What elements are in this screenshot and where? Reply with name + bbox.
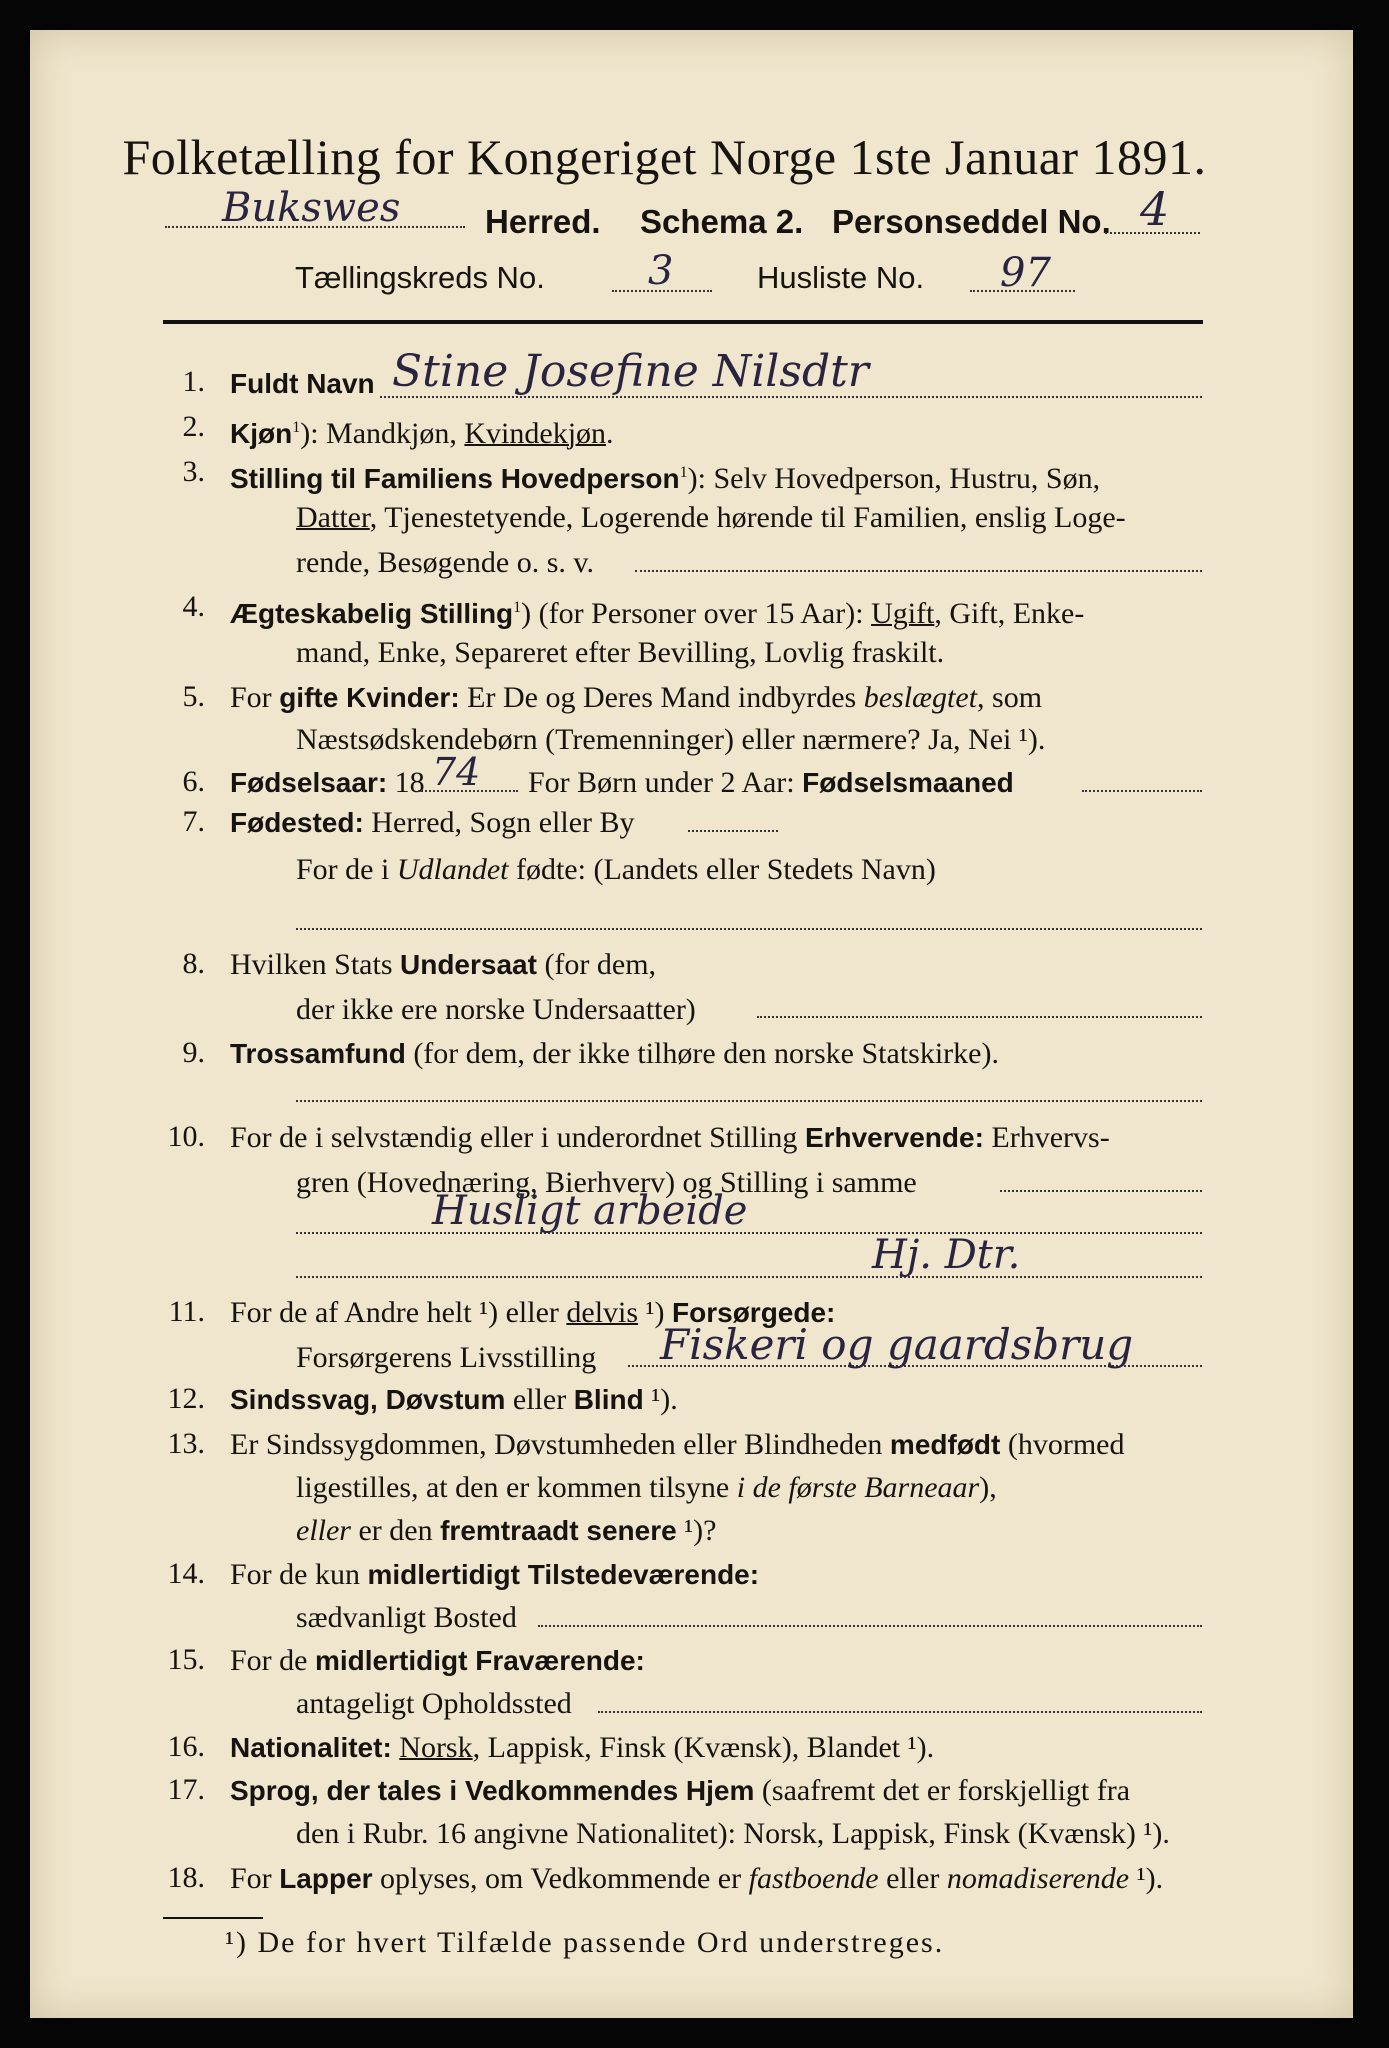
row2-text-c: . xyxy=(606,417,614,450)
row4-label: Ægteskabelig Stilling xyxy=(230,598,514,629)
row6-year-value: 74 xyxy=(432,750,481,794)
row18-number: 18. xyxy=(167,1861,205,1894)
row4-number: 4. xyxy=(182,590,205,623)
row7-dotline xyxy=(688,830,778,832)
row12-number: 12. xyxy=(167,1382,205,1415)
row2-text xyxy=(230,410,614,452)
row6-line1b: For Børn under 2 Aar: Fødselsmaaned xyxy=(528,766,1014,799)
schema-label: Schema 2. xyxy=(640,203,804,240)
row13-label: medfødt xyxy=(889,1429,1001,1460)
row15-dotline xyxy=(598,1711,1202,1713)
husliste-label: Husliste No. xyxy=(757,260,925,295)
row6-year-prefix: 18 xyxy=(394,766,425,799)
row10-dotline1 xyxy=(1000,1190,1202,1192)
row8-label: Undersaat xyxy=(400,949,537,980)
row15-line1: For de midlertidigt Fraværende: xyxy=(230,1644,645,1677)
row17-label: Sprog, der tales i Vedkommendes Hjem xyxy=(230,1775,755,1806)
row5-line2: Næstsødskendebørn (Tremenninger) eller nærmere? Ja, Nei ¹). xyxy=(296,723,1046,756)
row11-number: 11. xyxy=(168,1295,205,1328)
row3-number: 3. xyxy=(182,455,205,488)
row3-dotline xyxy=(635,570,1202,572)
form-title: Folketælling for Kongeriget Norge 1ste Januar 1891. xyxy=(122,129,1207,185)
row1-name-value: Stine Josefine Nilsdtr xyxy=(392,346,869,397)
row5-label: gifte Kvinder: xyxy=(279,682,460,713)
row13-line2: ligestilles, at den er kommen tilsyne i de første Barneaar), xyxy=(296,1471,997,1504)
row12-label2: Blind xyxy=(573,1384,644,1415)
row10-dotline3 xyxy=(296,1276,1202,1278)
row2-kvindekjon: Kvindekjøn xyxy=(464,417,607,450)
row3-datter: Datter xyxy=(296,501,370,534)
row2-number: 2. xyxy=(182,410,205,443)
row10-position-value: Hj. Dtr. xyxy=(872,1232,1021,1278)
row6-label2: Fødselsmaaned xyxy=(802,767,1014,798)
footnote: ¹) De for hvert Tilfælde passende Ord understreges. xyxy=(225,1926,945,1959)
row2-label: Kjøn xyxy=(230,418,293,449)
personseddel-label: Personseddel No. xyxy=(832,203,1111,240)
row12-line1: Sindssvag, Døvstum eller Blind ¹). xyxy=(230,1383,678,1416)
row12-label: Sindssvag, Døvstum xyxy=(230,1384,506,1415)
footnote-rule xyxy=(163,1917,263,1919)
row5-line1: For gifte Kvinder: Er De og Deres Mand indbyrdes beslægtet, som xyxy=(230,681,1043,714)
row17-number: 17. xyxy=(167,1773,205,1806)
row14-line2: sædvanligt Bosted xyxy=(296,1601,517,1634)
row3-line2-text: , Tjenestetyende, Logerende hørende til Familien, enslig Loge- xyxy=(369,501,1126,534)
row6-number: 6. xyxy=(182,765,205,798)
header-rule xyxy=(163,320,1203,324)
row11-provider-value: Fiskeri og gaardsbrug xyxy=(660,1320,1134,1369)
row16-norsk: Norsk xyxy=(399,1731,473,1764)
row15-label: midlertidigt Fraværende: xyxy=(315,1645,645,1676)
row5-number: 5. xyxy=(182,680,205,713)
row9-line1: Trossamfund (for dem, der ikke tilhøre den norske Statskirke). xyxy=(230,1037,999,1070)
herred-label: Herred. xyxy=(485,203,601,240)
row18-label: Lapper xyxy=(279,1863,373,1894)
row9-label: Trossamfund xyxy=(230,1038,406,1069)
personseddel-number: 4 xyxy=(1140,182,1170,236)
row1-label: Fuldt Navn xyxy=(230,368,375,399)
row14-dotline xyxy=(538,1625,1202,1627)
herred-handwritten: Bukswes xyxy=(222,185,401,231)
row11-delvis: delvis xyxy=(566,1296,639,1329)
row13-line3: eller er den fremtraadt senere ¹)? xyxy=(296,1514,717,1547)
row6-line1 xyxy=(230,765,425,801)
row13-label2: fremtraadt senere xyxy=(440,1515,677,1546)
row16-line1: Nationalitet: Norsk, Lappisk, Finsk (Kvænsk), Blandet ¹). xyxy=(230,1731,935,1764)
row13-number: 13. xyxy=(167,1427,205,1460)
row3-label: Stilling til Familiens Hovedperson xyxy=(230,463,680,494)
row14-label: midlertidigt Tilstedeværende: xyxy=(367,1559,760,1590)
row3-line2 xyxy=(296,500,1126,536)
row6-dotline xyxy=(1082,790,1202,792)
kreds-number: 3 xyxy=(648,248,674,294)
row7-line2: For de i Udlandet fødte: (Landets eller Stedets Navn) xyxy=(296,853,936,886)
row4-line1: Ægteskabelig Stilling$^1$) (for Personer over 15 Aar): Ugift, Gift, Enke- xyxy=(230,597,1085,630)
row11-line2: Forsørgerens Livsstilling xyxy=(296,1341,597,1374)
row10-line1: For de i selvstændig eller i underordnet Stilling Erhvervende: Erhvervs- xyxy=(230,1121,1110,1154)
row8-dotline xyxy=(757,1016,1202,1018)
row16-number: 16. xyxy=(167,1730,205,1763)
row8-line2: der ikke ere norske Undersaatter) xyxy=(296,993,696,1026)
row7-dotline2 xyxy=(296,928,1202,930)
row3-line3: rende, Besøgende o. s. v. xyxy=(296,546,594,579)
row14-line1: For de kun midlertidigt Tilstedeværende: xyxy=(230,1558,760,1591)
row17-line2: den i Rubr. 16 angivne Nationalitet): Norsk, Lappisk, Finsk (Kvænsk) ¹). xyxy=(296,1817,1170,1850)
row11-label: Forsørgede: xyxy=(672,1297,836,1328)
row4-text-a: ) (for Personer over 15 Aar): xyxy=(521,597,872,630)
row15-number: 15. xyxy=(167,1643,205,1676)
row4-text-b: , Gift, Enke- xyxy=(934,597,1085,630)
row7-number: 7. xyxy=(182,805,205,838)
kreds-label: Tællingskreds No. xyxy=(295,260,545,295)
row18-line1: For Lapper oplyses, om Vedkommende er fastboende eller nomadiserende ¹). xyxy=(230,1862,1164,1895)
row8-line1: Hvilken Stats Undersaat (for dem, xyxy=(230,948,657,981)
row16-label: Nationalitet: xyxy=(230,1732,392,1763)
row2-sup: 1 xyxy=(292,419,301,436)
row3-line1: Stilling til Familiens Hovedperson$^1$): Selv Hovedperson, Hustru, Søn, xyxy=(230,462,1101,495)
row10-line2: gren (Hovednæring, Bierhverv) og Stilling i samme xyxy=(296,1166,917,1199)
row7-line1: Fødested: Herred, Sogn eller By xyxy=(230,806,635,839)
row2-text-a: ): Mandkjøn, xyxy=(300,417,465,450)
row9-dotline xyxy=(296,1100,1202,1102)
row15-line2: antageligt Opholdssted xyxy=(296,1687,572,1720)
row8-number: 8. xyxy=(182,947,205,980)
row9-number: 9. xyxy=(182,1036,205,1069)
row13-line1: Er Sindssygdommen, Døvstumheden eller Blindheden medfødt (hvormed xyxy=(230,1428,1125,1461)
row10-number: 10. xyxy=(167,1120,205,1153)
row4-ugift: Ugift xyxy=(871,597,935,630)
row14-number: 14. xyxy=(167,1557,205,1590)
row3-text-a: ): Selv Hovedperson, Hustru, Søn, xyxy=(687,462,1101,495)
row10-occupation-value: Husligt arbeide xyxy=(432,1188,748,1234)
row11-line1: For de af Andre helt ¹) eller delvis ¹) Forsørgede: xyxy=(230,1296,836,1329)
row6-label: Fødselsaar: xyxy=(230,767,388,798)
row4-line2: mand, Enke, Separeret efter Bevilling, Lovlig fraskilt. xyxy=(296,636,945,669)
row17-line1: Sprog, der tales i Vedkommendes Hjem (saafremt det er forskjelligt fra xyxy=(230,1774,1131,1807)
row10-label: Erhvervende: xyxy=(804,1122,984,1153)
row1-number: 1. xyxy=(182,365,205,398)
husliste-number: 97 xyxy=(1000,250,1051,296)
row7-label: Fødested: xyxy=(230,807,364,838)
